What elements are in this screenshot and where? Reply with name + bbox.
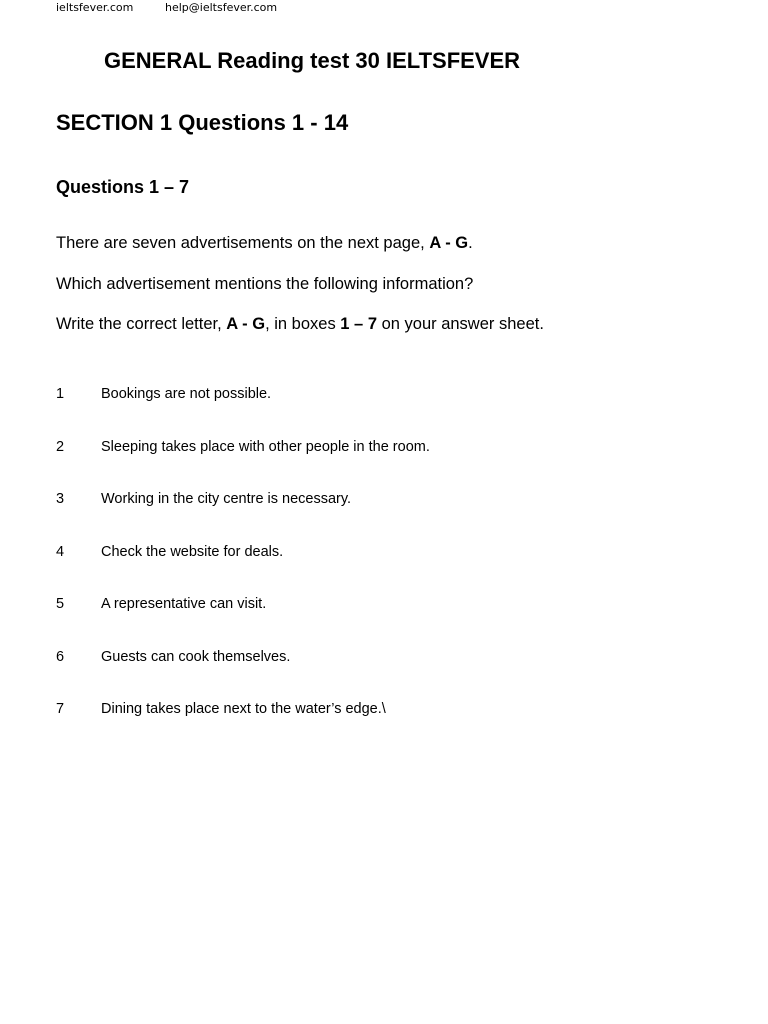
question-number: 7 xyxy=(56,701,65,717)
instruction-3-end: on your answer sheet. xyxy=(377,315,544,333)
instruction-1-text: There are seven advertisements on the next page, xyxy=(56,234,430,252)
question-number: 1 xyxy=(56,386,65,402)
instruction-1-letters: A - G xyxy=(429,234,469,252)
instruction-line-2: Which advertisement mentions the following information? xyxy=(56,275,474,293)
header-contact-email[interactable]: help@ieltsfever.com xyxy=(165,1,278,14)
question-text: A representative can visit. xyxy=(101,596,267,612)
header-site-url[interactable]: ieltsfever.com xyxy=(56,1,134,14)
instruction-line-1 xyxy=(56,234,473,253)
question-text: Check the website for deals. xyxy=(101,543,284,560)
question-text: Bookings are not possible. xyxy=(101,386,272,402)
instruction-3-mid: , in boxes xyxy=(265,315,341,333)
questions-heading: Questions 1 – 7 xyxy=(56,177,190,197)
instruction-3-start: Write the correct letter, xyxy=(56,315,227,333)
question-number: 5 xyxy=(56,596,65,612)
section-heading: SECTION 1 Questions 1 - 14 xyxy=(56,110,349,135)
question-number: 4 xyxy=(56,543,65,560)
question-text: Sleeping takes place with other people in the room. xyxy=(101,438,430,455)
question-number: 3 xyxy=(56,491,65,507)
instruction-3-boxes: 1 – 7 xyxy=(340,315,377,333)
instruction-3-letters: A - G xyxy=(226,315,266,333)
document-title: GENERAL Reading test 30 IELTSFEVER xyxy=(104,48,521,73)
question-number: 2 xyxy=(56,438,65,455)
question-text: Working in the city centre is necessary. xyxy=(101,491,352,507)
question-text: Dining takes place next to the water’s edge.\ xyxy=(101,701,386,717)
question-number: 6 xyxy=(56,648,65,665)
instruction-line-3 xyxy=(56,315,544,334)
instruction-1-end: . xyxy=(468,234,473,252)
question-text: Guests can cook themselves. xyxy=(101,648,291,665)
